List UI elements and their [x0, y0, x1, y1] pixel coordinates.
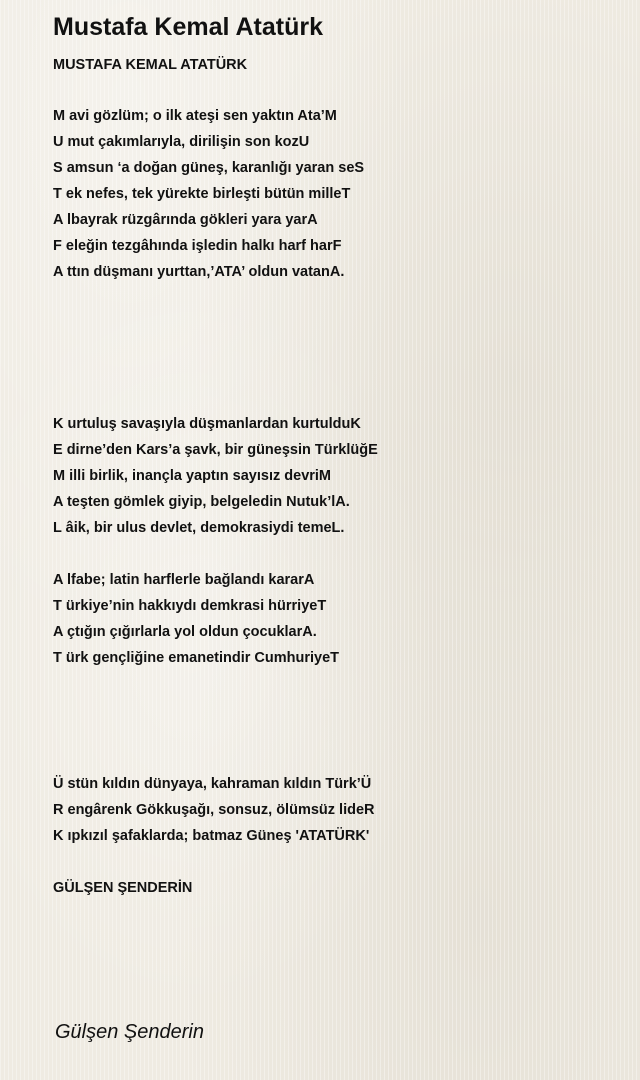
poem-line: S amsun ‘a doğan güneş, karanlığı yaran seS — [53, 160, 365, 176]
poem-line: A teşten gömlek giyip, belgeledin Nutuk’lA. — [53, 494, 350, 510]
poem-line: A lfabe; latin harflerle bağlandı kararA — [53, 572, 315, 588]
poem-line: T ek nefes, tek yürekte birleşti bütün milleT — [53, 186, 351, 202]
stanza-2 — [53, 411, 378, 541]
poem-line: E dirne’den Kars’a şavk, bir güneşsin TürklüğE — [53, 442, 378, 458]
poem-line: A ttın düşmanı yurttan,’ATA’ oldun vatanA. — [53, 264, 345, 280]
poem-line: T ürkiye’nin hakkıydı demkrasi hürriyeT — [53, 598, 327, 614]
stanza-3 — [53, 567, 339, 671]
poem-line: A çtığın çığırlarla yol oldun çocuklarA. — [53, 624, 317, 640]
poem-line: R engârenk Gökkuşağı, sonsuz, ölümsüz lideR — [53, 802, 375, 818]
poem-line: A lbayrak rüzgârında gökleri yara yarA — [53, 212, 318, 228]
poem-line: T ürk gençliğine emanetindir CumhuriyeT — [53, 650, 340, 666]
poem-line: K urtuluş savaşıyla düşmanlardan kurtulduK — [53, 416, 361, 432]
poem-line: K ıpkızıl şafaklarda; batmaz Güneş 'ATATÜRK' — [53, 828, 370, 844]
poem-line: U mut çakımlarıyla, dirilişin son kozU — [53, 134, 310, 150]
poem-line: M avi gözlüm; o ilk ateşi sen yaktın Ata’M — [53, 108, 337, 124]
poem-line: F eleğin tezgâhında işledin halkı harf harF — [53, 238, 342, 254]
poem-line: M illi birlik, inançla yaptın sayısız devriM — [53, 468, 332, 484]
poem-subtitle: MUSTAFA KEMAL ATATÜRK — [53, 57, 248, 73]
author-signature: Gülşen Şenderin — [55, 1021, 204, 1043]
stanza-4 — [53, 771, 375, 849]
poem-author: GÜLŞEN ŞENDERİN — [53, 880, 193, 896]
stanza-1 — [53, 103, 364, 285]
poem-line: L âik, bir ulus devlet, demokrasiydi temeL. — [53, 520, 345, 536]
poem-title: Mustafa Kemal Atatürk — [53, 13, 323, 41]
poem-line: Ü stün kıldın dünyaya, kahraman kıldın Türk’Ü — [53, 776, 372, 792]
